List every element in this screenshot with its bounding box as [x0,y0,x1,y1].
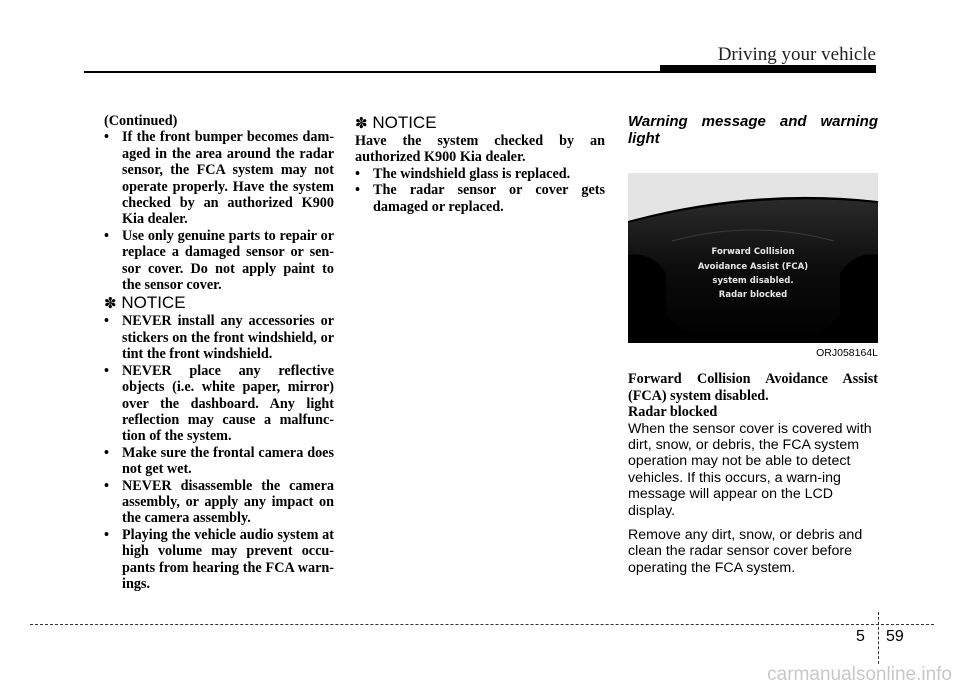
list-item: • Playing the vehicle audio system at high volume may prevent occu-pants from hearing the FCA warn-ings. [104,527,334,593]
notice-intro: Have the system checked by an authorized K900 Kia dealer. [355,133,605,166]
list-item: • The radar sensor or cover gets damaged or replaced. [355,182,605,215]
watermark: carmanualsonline.info [767,664,952,685]
notice-title: NOTICE [121,293,186,313]
list-item: • NEVER install any accessories or stickers on the front windshield, or tint the front windshield. [104,313,334,362]
column-left [104,113,334,592]
figure-code: ORJ058164L [816,347,878,359]
lcd-display-figure [628,173,878,343]
footer-divider [878,612,879,664]
section-title: Driving your vehicle [717,44,876,65]
column-middle [355,113,605,215]
continued-label: (Continued) [104,113,178,129]
continued-bullet-list [104,129,334,293]
display-line: Forward Collision [711,247,795,257]
display-line: system disabled. [712,276,794,286]
list-item: • NEVER place any reflective objects (i.e. white paper, mirror) over the dashboard. Any light reflection may cause a malfunc-tion of the system. [104,363,334,445]
display-line: Radar blocked [718,290,788,300]
list-item: • NEVER disassemble the camera assembly, or apply any impact on the camera assembly. [104,478,334,527]
caption-sub-message: Radar blocked [628,404,718,421]
page-number: 59 [886,628,904,645]
header-rule-thick [660,65,876,73]
notice-heading [355,113,605,133]
notice-bullet-list [104,313,334,592]
footer-rule [30,624,934,625]
body-paragraph: When the sensor cover is covered with dirt, snow, or debris, the FCA system operation may not be able to detect vehicles. If this occurs, a warn-ing message will appear on the LCD display. [628,420,872,519]
cluster-display-illustration [628,173,878,343]
list-item: • If the front bumper becomes dam-aged in the area around the radar sensor, the FCA system may not operate properly. Have the system checked by an authorized K900 Kia dealer. [104,129,334,227]
notice-title: NOTICE [372,113,437,132]
notice-star-icon: ✽ [104,294,117,313]
notice-heading [104,293,334,313]
notice-bullet-list [355,166,605,215]
list-item: • Make sure the frontal camera does not get wet. [104,445,334,478]
list-item: • The windshield glass is replaced. [355,166,605,182]
display-line: Avoidance Assist (FCA) [697,262,809,272]
section-heading: Warning message and warning light [628,113,878,147]
caption-message: Forward Collision Avoidance Assist (FCA) system disabled. [628,371,878,404]
body-paragraph: Remove any dirt, snow, or debris and clean the radar sensor cover before operating the FCA system. [628,527,863,576]
header-rule [84,71,660,73]
chapter-number: 5 [856,628,865,645]
column-right [628,113,878,584]
notice-star-icon: ✽ [355,114,368,132]
list-item: • Use only genuine parts to repair or replace a damaged sensor or sen-sor cover. Do not apply paint to the sensor cover. [104,228,334,294]
